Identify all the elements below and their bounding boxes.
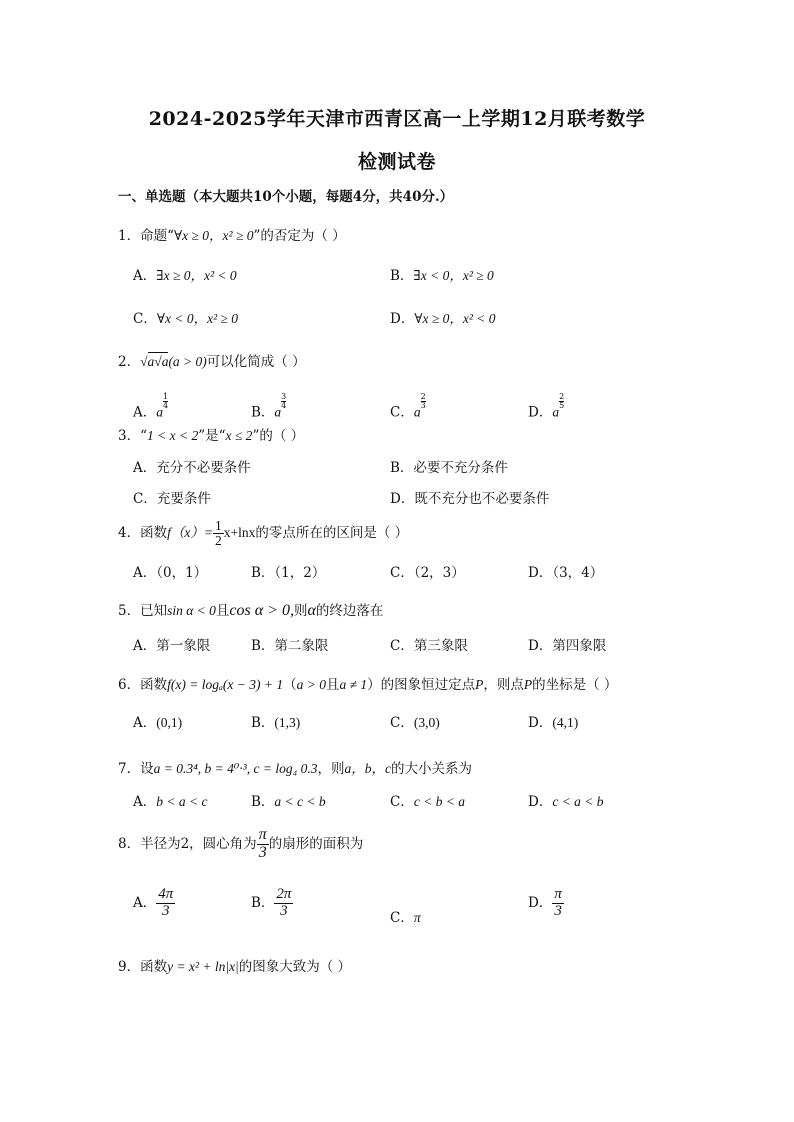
option-b: B．a < c < b xyxy=(251,794,326,810)
option-d: D．(4,1) xyxy=(528,715,579,731)
fraction: $\frac{1}{2}$ xyxy=(214,518,222,549)
fraction: $\frac{\pi}{3}$ xyxy=(258,826,267,861)
option-c: C．∀x < 0，x² ≥ 0 xyxy=(133,311,239,327)
question-4: 4．函数f（x）= $\frac{1}{2}$ x+lnx的零点所在的区间是（ ） xyxy=(118,518,409,549)
option-d: D．∀x ≥ 0，x² < 0 xyxy=(390,311,496,327)
question-9: 9．函数y = x² + ln|x|的图象大致为（ ） xyxy=(118,959,352,975)
sqrt-expression: √a√a xyxy=(140,354,169,369)
option-a: A．∃x ≥ 0，x² < 0 xyxy=(133,268,237,284)
option-c: C．第三象限 xyxy=(390,638,468,654)
question-2: 2．√a√a(a > 0)可以化简成（ ） xyxy=(118,354,306,370)
question-number: 1． xyxy=(118,228,141,244)
option-a: A．b < a < c xyxy=(133,794,208,810)
question-number: 8． xyxy=(118,835,141,852)
question-3: 3．“1 < x < 2”是“x ≤ 2”的（ ） xyxy=(118,428,305,444)
option-b: B．（1，2） xyxy=(251,565,326,581)
option-d: D．既不充分也不必要条件 xyxy=(390,491,550,507)
question-5: 5．已知sin α < 0且cos α > 0,则α的终边落在 xyxy=(118,602,384,619)
question-6: 6．函数f(x) = logₐ(x − 3) + 1（a > 0且a ≠ 1）的图象恒过定点P，则点P的坐标是（ ） xyxy=(118,677,618,693)
option-a: A．（0，1） xyxy=(133,565,208,581)
option-c: C．π xyxy=(390,910,421,926)
question-number: 5． xyxy=(118,603,141,619)
option-a: A．第一象限 xyxy=(133,638,211,654)
option-b: B．第二象限 xyxy=(251,638,329,654)
option-b: B．∃x < 0，x² ≥ 0 xyxy=(390,268,494,284)
option-b: B． $\frac{2\pi}{3}$ xyxy=(251,886,292,919)
question-8: 8．半径为2，圆心角为 $\frac{\pi}{3}$ 的扇形的面积为 xyxy=(118,826,364,861)
option-c: C．（2，3） xyxy=(390,565,465,581)
option-c: C．c < b < a xyxy=(390,794,466,810)
question-number: 6． xyxy=(118,677,141,693)
option-c: C．充要条件 xyxy=(133,491,211,507)
option-a: A．(0,1) xyxy=(133,715,183,731)
math-expression: ∀x ≥ 0，x² ≥ 0 xyxy=(174,228,254,243)
option-b: B．必要不充分条件 xyxy=(390,460,508,476)
exam-title-line1: 2024-2025学年天津市西青区高一上学期12月联考数学 xyxy=(148,108,646,130)
option-d: D．a $\frac{2}{5}$ xyxy=(528,392,565,421)
option-d: D．（3，4） xyxy=(528,565,604,581)
question-7: 7．设a = 0.3⁴, b = 4⁰·³, c = log₄ 0.3，则a，b，c的大小关系为 xyxy=(118,761,473,777)
option-d: D． $\frac{\pi}{3}$ xyxy=(528,886,562,919)
option-a: A． $\frac{4\pi}{3}$ xyxy=(133,886,174,919)
question-number: 4． xyxy=(118,525,141,542)
question-number: 7． xyxy=(118,761,141,777)
option-c: C．a $\frac{2}{3}$ xyxy=(390,392,426,421)
exam-title-line2: 检测试卷 xyxy=(357,151,436,173)
option-d: D．第四象限 xyxy=(528,638,607,654)
question-number: 3． xyxy=(118,428,141,444)
question-number: 2． xyxy=(118,354,141,370)
option-b: B．(1,3) xyxy=(251,715,301,731)
question-1: 1．命题“∀x ≥ 0，x² ≥ 0”的否定为（ ） xyxy=(118,228,346,244)
option-b: B．a $\frac{3}{4}$ xyxy=(251,392,287,421)
option-c: C．(3,0) xyxy=(390,715,440,731)
section-heading: 一、单选题（本大题共10个小题，每题4分，共40分.） xyxy=(118,189,454,205)
option-d: D．c < a < b xyxy=(528,794,604,810)
option-a: A．a $\frac{1}{4}$ xyxy=(133,392,169,421)
option-a: A．充分不必要条件 xyxy=(133,460,251,476)
question-number: 9． xyxy=(118,959,141,975)
